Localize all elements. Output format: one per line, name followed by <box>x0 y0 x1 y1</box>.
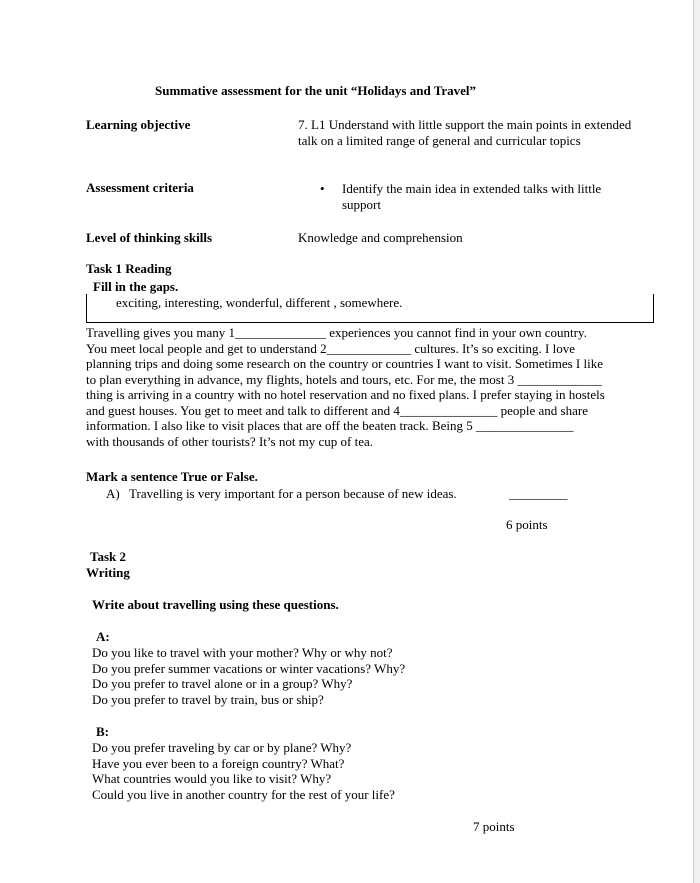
group-a-label: A: <box>96 629 110 644</box>
paragraph-line: You meet local people and get to understand 2_____________ cultures. It’s so exciting. I love <box>86 340 575 356</box>
task1-instruction: Fill in the gaps. <box>93 279 179 294</box>
assessment-criteria-label: Assessment criteria <box>86 180 194 195</box>
group-b-label: B: <box>96 724 109 739</box>
group-a-questions <box>92 645 405 707</box>
paragraph-line: and guest houses. You get to meet and talk to different and 4_______________ people and share <box>86 402 588 418</box>
assessment-criteria-value: Identify the main idea in extended talks with little support <box>342 181 602 212</box>
question-item: Do you like to travel with your mother? Why or why not? <box>92 645 393 660</box>
tf-item-marker: A) <box>106 486 120 501</box>
question-item: What countries would you like to visit? Why? <box>92 771 332 786</box>
paragraph-line: thing is arriving in a country with no hotel reservation and no fixed plans. I prefer staying in hostels <box>86 387 605 402</box>
paragraph-line: to plan everything in advance, my flights, hotels and tours, etc. For me, the most 3 _____________ <box>86 371 602 387</box>
learning-objective-label: Learning objective <box>86 117 191 132</box>
thinking-skills-value: Knowledge and comprehension <box>298 230 463 245</box>
question-item: Do you prefer to travel alone or in a group? Why? <box>92 676 353 691</box>
reading-paragraph <box>86 325 666 449</box>
group-b-questions <box>92 740 395 802</box>
task2-points: 7 points <box>473 819 515 834</box>
paragraph-line: information. I also like to visit places that are off the beaten track. Being 5 _______________ <box>86 418 574 433</box>
paragraph-line: with thousands of other tourists? It’s not my cup of tea. <box>86 433 374 449</box>
paragraph-line: Travelling gives you many 1______________ experiences you cannot find in your own country. <box>86 325 587 340</box>
question-item: Could you live in another country for the rest of your life? <box>92 786 395 802</box>
question-item: Do you prefer to travel by train, bus or ship? <box>92 691 324 707</box>
task2-instruction: Write about travelling using these questions. <box>92 597 339 612</box>
word-bank: exciting, interesting, wonderful, different , somewhere. <box>116 295 403 310</box>
task2-subheading: Writing <box>86 565 130 580</box>
paragraph-line: planning trips and doing some research on the country or countries I want to visit. Sometimes I like <box>86 356 604 371</box>
bullet-icon: • <box>320 181 325 196</box>
learning-objective-value: 7. L1 Understand with little support the main points in extended talk on a limited range of general and curricular topics <box>298 117 632 148</box>
question-item: Do you prefer summer vacations or winter vacations? Why? <box>92 660 406 676</box>
thinking-skills-label: Level of thinking skills <box>86 230 213 245</box>
page-edge-margin <box>694 0 700 883</box>
tf-answer-blank[interactable]: _________ <box>509 486 568 501</box>
page-title: Summative assessment for the unit “Holidays and Travel” <box>155 83 477 98</box>
task2-heading: Task 2 <box>90 549 127 564</box>
task1-heading: Task 1 Reading <box>86 261 172 276</box>
true-false-heading: Mark a sentence True or False. <box>86 469 258 484</box>
question-item: Have you ever been to a foreign country? What? <box>92 755 345 771</box>
task1-points: 6 points <box>506 517 548 532</box>
question-item: Do you prefer traveling by car or by plane? Why? <box>92 740 352 755</box>
tf-item-text: Travelling is very important for a person because of new ideas. <box>129 486 457 501</box>
